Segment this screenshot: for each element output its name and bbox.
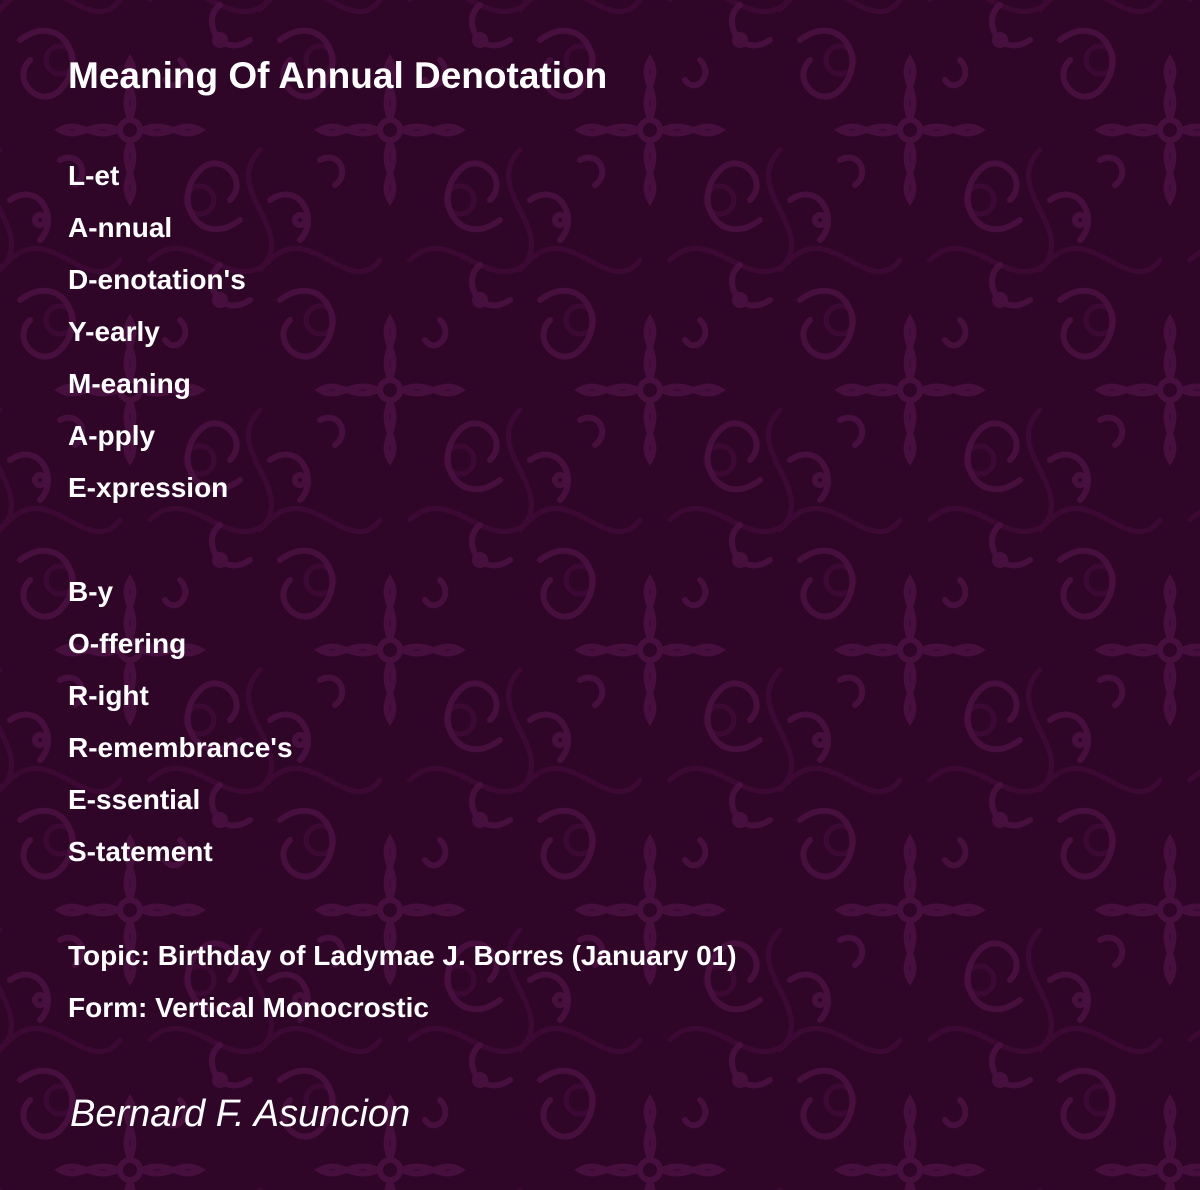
poem-line: R-emembrance's [68,732,293,763]
poem-line: E-xpression [68,472,229,503]
poem-line: B-y [68,576,114,607]
poem-topic: Topic: Birthday of Ladymae J. Borres (January 01) [68,940,737,971]
poem-line: S-tatement [68,836,213,867]
poem-line: L-et [68,160,120,191]
stanza-1 [68,150,246,514]
poem-line: A-pply [68,420,156,451]
poem-line: Y-early [68,316,160,347]
poem-line: M-eaning [68,368,191,399]
poem-line: A-nnual [68,212,173,243]
poem-line: E-ssential [68,784,201,815]
poem-line: D-enotation's [68,264,246,295]
poem-meta [68,930,737,1034]
poem-title: Meaning Of Annual Denotation [68,55,608,96]
poem-line: R-ight [68,680,149,711]
poem-author: Bernard F. Asuncion [70,1093,411,1135]
poem-line: O-ffering [68,628,187,659]
stanza-2 [68,566,293,878]
poem-form: Form: Vertical Monocrostic [68,992,429,1023]
